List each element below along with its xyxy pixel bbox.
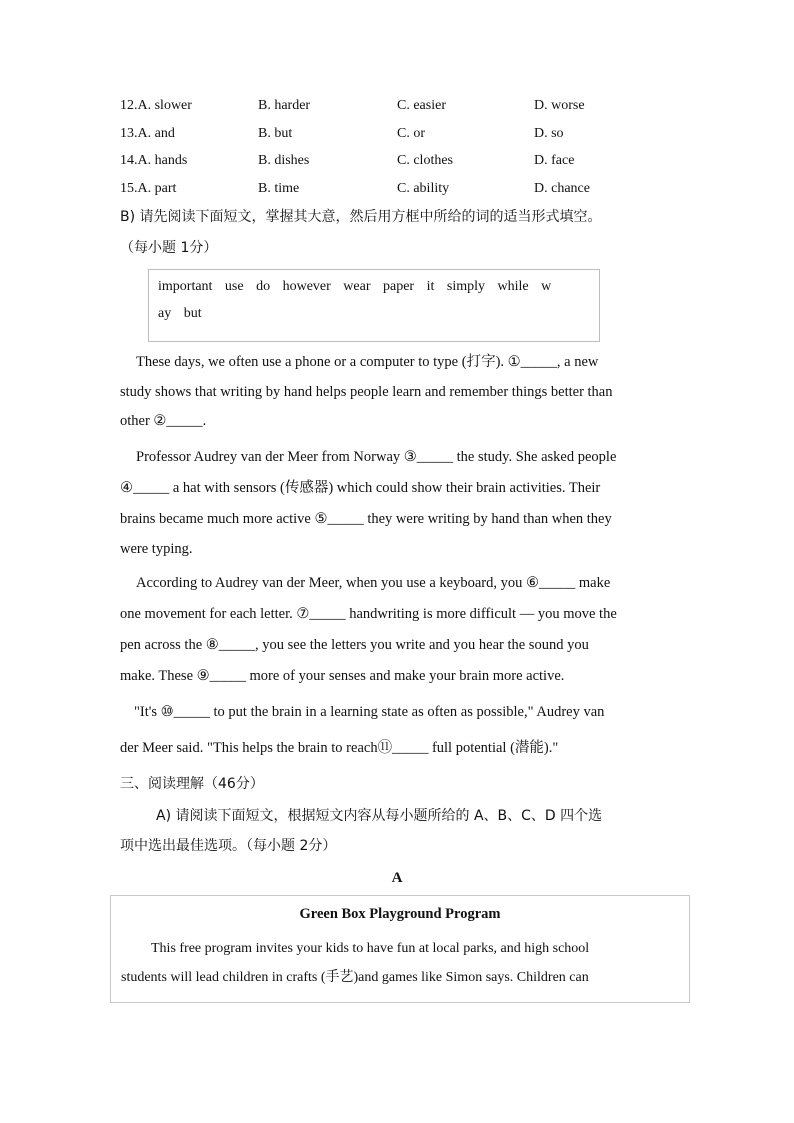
article-box [110,895,690,1003]
question-12-options [120,96,680,116]
passage-p1-line2: study shows that writing by hand helps people learn and remember things better than [120,384,613,400]
section-three-heading: 三、阅读理解（46分） [120,776,264,792]
section-three-instruction-line1: A) 请阅读下面短文，根据短文内容从每小题所给的 A、B、C、D 四个选 [156,808,603,824]
passage-p1-line1: These days, we often use a phone or a computer to type (打字). ①_____, a new [136,354,599,370]
passage-p3-line2: one movement for each letter. ⑦_____ handwriting is more difficult — you move the [120,606,617,622]
word-bank-line-2: ay but [158,306,202,321]
word-bank-line-1: important use do however wear paper it simply while w [158,279,552,294]
question-13-options [120,124,680,144]
section-three-instruction-line2: 项中选出最佳选项。（每小题 2分） [120,838,337,854]
option-d: D. face [534,153,575,168]
option-d: D. worse [534,98,585,113]
option-c: C. ability [397,181,450,196]
option-c: C. clothes [397,153,453,168]
option-a: 12.A. slower [120,98,192,113]
option-c: C. or [397,126,425,141]
option-a: 15.A. part [120,181,177,196]
question-14-options [120,151,680,171]
question-15-options [120,179,680,199]
option-b: B. but [258,126,293,141]
section-b-scoring: （每小题 1分） [120,240,218,256]
option-b: B. harder [258,98,311,113]
passage-p3-line3: pen across the ⑧_____, you see the letters you write and you hear the sound you [120,637,589,653]
article-title: Green Box Playground Program [299,906,501,922]
passage-p1-line3: other ②_____. [120,413,207,429]
passage-p3-line1: According to Audrey van der Meer, when you use a keyboard, you ⑥_____ make [136,575,611,591]
word-bank-box [148,269,600,342]
passage-p2-line4: were typing. [120,541,193,557]
passage-p2-line3: brains became much more active ⑤_____ they were writing by hand than when they [120,511,612,527]
passage-p4-line2: der Meer said. "This helps the brain to reach⑪_____ full potential (潜能)." [120,740,559,756]
option-d: D. chance [534,181,590,196]
part-a-label: A [391,870,403,886]
option-b: B. time [258,181,300,196]
section-b-instruction: B) 请先阅读下面短文，掌握其大意，然后用方框中所给的词的适当形式填空。 [120,209,602,225]
option-b: B. dishes [258,153,310,168]
article-line-2: students will lead children in crafts (手艺)and games like Simon says. Children can [121,970,589,985]
passage-p3-line4: make. These ⑨_____ more of your senses and make your brain more active. [120,668,565,684]
option-a: 13.A. and [120,126,175,141]
passage-p2-line2: ④_____ a hat with sensors (传感器) which could show their brain activities. Their [120,480,601,496]
article-line-1: This free program invites your kids to have fun at local parks, and high school [151,941,590,956]
option-a: 14.A. hands [120,153,188,168]
option-d: D. so [534,126,564,141]
passage-p2-line1: Professor Audrey van der Meer from Norway ③_____ the study. She asked people [136,449,617,465]
option-c: C. easier [397,98,446,113]
passage-p4-line1: "It's ⑩_____ to put the brain in a learning state as often as possible," Audrey van [134,704,605,720]
